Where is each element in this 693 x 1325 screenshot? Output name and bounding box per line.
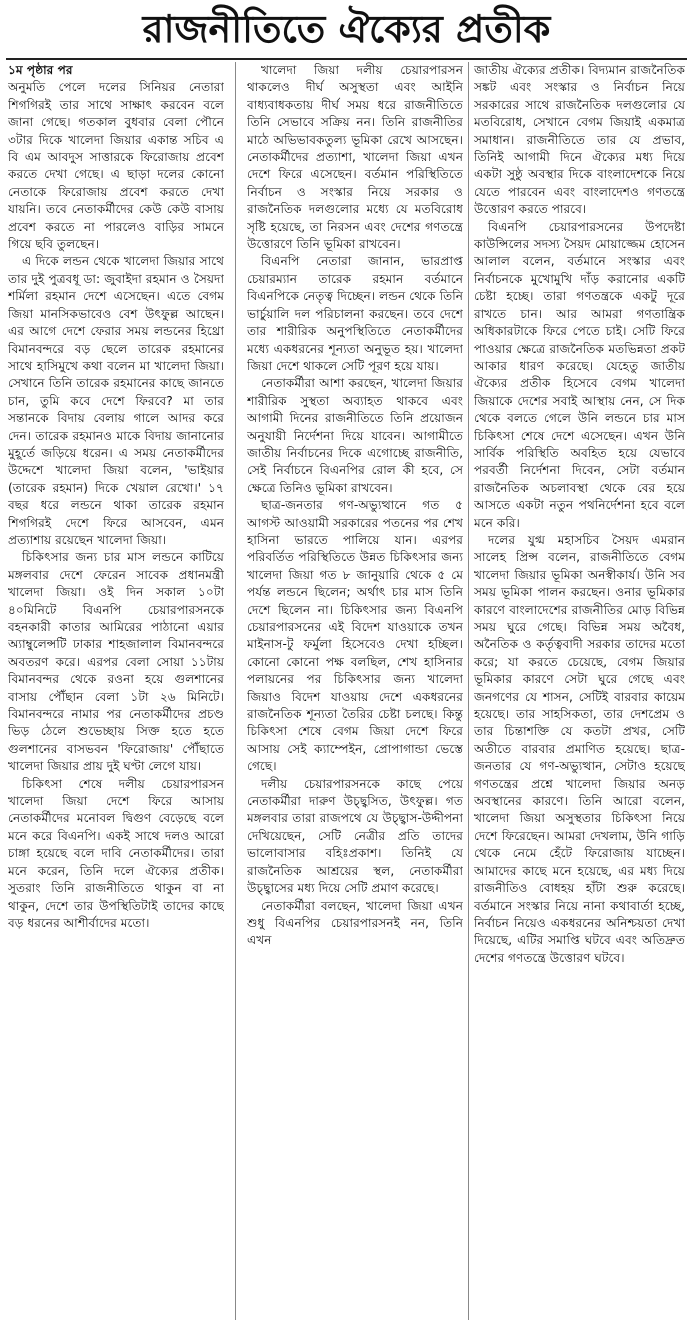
continuation-label: ১ম পৃষ্ঠার পর <box>8 63 73 77</box>
headline: রাজনীতিতে ঐক্যের প্রতীক <box>142 7 551 51</box>
paragraph: নেতাকর্মীরা আশা করছেন, খালেদা জিয়ার শারীরিক সুস্থতা অব্যাহত থাকবে এবং আগামী দিনের রাজনীতিতে তিনি প্রয়োজন অনুযায়ী নির্দেশনা দিয়ে যাবেন। আগামীতে জাতীয় নির্বাচনের দিকে এগোচ্ছে রাজনীতি, সেই নির্বাচনে বিএনপির রোল কী হবে, সে ক্ষেত্রে তিনিও ভূমিকা রাখবেন। <box>247 376 463 495</box>
paragraph: চিকিৎসা শেষে দলীয় চেয়ারপারসন খালেদা জিয়া দেশে ফিরে আসায় নেতাকর্মীদের মনোবল দ্বিগুণ বেড়েছে বলে মনে করে বিএনপি। একই সাথে দলও আরো চাঙ্গা হয়েছে বলে দাবি নেতাকর্মীদের। তারা মনে করেন, তিনি দলে ঐক্যের প্রতীক। সুতরাং তিনি রাজনীতিতে থাকুন বা না থাকুন, দেশে তার উপস্থিতিটাই তাদের কাছে বড় ধরনের আশীর্বাদের মতো। <box>8 776 224 930</box>
headline-rule <box>6 58 687 60</box>
paragraph: দলের যুগ্ম মহাসচিব সৈয়দ এমরান সালেহ প্রিন্স বলেন, রাজনীতিতে বেগম খালেদা জিয়ার ভূমিকা অনস্বীকার্য। উনি সব সময় ভূমিকা পালন করছেন। ওনার ভূমিকার কারণে বাংলাদেশের রাজনীতির মোড় বিভিন্ন সময় ঘুরে গেছে। বিভিন্ন সময় অবৈধ, অনৈতিক ও কর্তৃত্ববাদী সরকার তাদের মতো করে; যা করতে চেয়েছে, বেগম জিয়ার ভূমিকার কারণে সেটা ঘুরে গেছে এবং জনগণের যে শাসন, সেটিই বারবার কায়েম হয়েছে। তার সাহসিকতা, তার দেশপ্রেম ও তার চিন্তাশক্তি যে কতটা প্রখর, সেটি অতীতে বারবার প্রমাণিত হয়েছে। ছাত্র-জনতার যে গণ-অভ্যুত্থান, সেটাও হয়েছে গণতন্ত্রের প্রশ্নে খালেদা জিয়ার অনড় অবস্থানের কারণে। তিনি আরো বলেন, খালেদা জিয়া অসুস্থতার চিকিৎসা নিয়ে দেশে ফিরেছেন। আমরা দেখলাম, উনি গাড়ি থেকে নেমে হেঁটে ফিরোজায় যাচ্ছেন। আমাদের কাছে মনে হয়েছে, এর মধ্য দিয়ে রাজনীতিও বোধহয় হাঁটা শুরু করেছে। বর্তমানে সংস্কার নিয়ে নানা কথাবার্তা হচ্ছে, নির্বাচন নিয়েও একধরনের অনিশ্চয়তা দেখা দিয়েছে, এটির সমাপ্তি ঘটবে এবং অতিদ্রুত দেশের গণতন্ত্রে উত্তোরণ ঘটবে। <box>474 532 685 965</box>
column-divider <box>235 62 236 1320</box>
article-column-1 <box>8 62 224 1320</box>
paragraph: নেতাকর্মীরা বলছেন, খালেদা জিয়া এখন শুধু বিএনপির চেয়ারপারসনই নন, তিনি এখন <box>247 898 463 948</box>
paragraph: বিএনপি চেয়ারপারসনের উপদেষ্টা কাউন্সিলের সদস্য সৈয়দ মোয়াজ্জেম হোসেন আলাল বলেন, বর্তমানে সংস্কার এবং নির্বাচনকে মুখোমুখি দাঁড় করানোর একটি চেষ্টা হচ্ছে। তারা গণতন্ত্রকে একটু দূরে রাখতে চান। আর আমরা গণতান্ত্রিক অধিকারটাকে ফিরে পেতে চাই। সেটি ফিরে পাওয়ার ক্ষেত্রে রাজনৈতিক মতভিন্নতা প্রকট আকার ধারণ করেছে। যেহেতু জাতীয় ঐক্যের প্রতীক হিসেবে বেগম খালেদা জিয়াকে দেশের সবাই আস্থায় নেন, সে দিক থেকে বলতে গেলে উনি লন্ডনে চার মাস চিকিৎসা শেষে দেশে এসেছেন। এখন উনি সার্বিক পরিস্থিতি অবহিত হয়ে যেভাবে পরবর্তী নির্দেশনা দিবেন, সেটা বর্তমান রাজনৈতিক অচলাবস্থা থেকে বের হয়ে আসতে একটা নতুন পথনির্দেশনা হবে বলে মনে করি। <box>474 219 685 530</box>
article-column-2 <box>247 62 463 1320</box>
paragraph: চিকিৎসার জন্য চার মাস লন্ডনে কাটিয়ে মঙ্গলবার দেশে ফেরেন সাবেক প্রধানমন্ত্রী খালেদা জিয়া। ওই দিন সকাল ১০টা ৪০মিনিটে বিএনপি চেয়ারপারসনকে বহনকারী কাতার আমিরের পাঠানো এয়ার অ্যাম্বুলেন্সটি ঢাকার শাহজালাল বিমানবন্দরে অবতরণ করে। এরপর বেলা সোয়া ১১টায় বিমানবন্দর থেকে রওনা হয়ে গুলশানের বাসায় পৌঁছান বেলা ১টা ২৬ মিনিটে। বিমানবন্দরে নামার পর নেতাকর্মীদের প্রচণ্ড ভিড় ঠেলে শুভেচ্ছায় সিক্ত হতে হতে গুলশানের বাসভবন 'ফিরোজায়' পৌঁছাতে খালেদা জিয়ার প্রায় দুই ঘণ্টা লেগে যায়। <box>8 550 224 774</box>
paragraph: জাতীয় ঐক্যের প্রতীক। বিদ্যমান রাজনৈতিক সঙ্কট এবং সংস্কার ও নির্বাচন নিয়ে সরকারের সাথে রাজনৈতিক দলগুলোর যে মতবিরোধ, সেখানে বেগম জিয়াই একমাত্র সমাধান। রাজনীতিতে তার যে প্রভাব, তিনিই আগামী দিনে ঐক্যের মধ্য দিয়ে একটা সুষ্ঠু অবস্থার দিকে বাংলাদেশকে নিয়ে যেতে পারবেন এবং বাংলাদেশও গণতন্ত্রে উত্তোরণ করতে পারবে। <box>474 63 685 217</box>
paragraph: খালেদা জিয়া দলীয় চেয়ারপারসন থাকলেও দীর্ঘ অসুস্থতা এবং আইনি বাধ্যবাধকতায় দীর্ঘ সময় ধরে রাজনীতিতে তিনি সেভাবে সক্রিয় নন। তিনি রাজনীতির মাঠে অভিভাবকতুল্য ভূমিকা রেখে আসছেন। নেতাকর্মীদের প্রত্যাশা, খালেদা জিয়া এখন দেশে ফিরে এসেছেন। বর্তমান পরিস্থিতিতে নির্বাচন ও সংস্কার নিয়ে সরকার ও রাজনৈতিক দলগুলোর মধ্যে যে মতবিরোধ সৃষ্টি হয়েছে, তা নিরসন এবং দেশের গণতন্ত্রে উত্তোরণে তিনি ভূমিকা রাখবেন। <box>247 63 463 252</box>
paragraph: দলীয় চেয়ারপারসনকে কাছে পেয়ে নেতাকর্মীরা দারুণ উচ্ছ্বসিত, উৎফুল্ল। গত মঙ্গলবার তারা রাজপথে যে উচ্ছ্বাস-উদ্দীপনা দেখিয়েছেন, সেটি নেত্রীর প্রতি তাদের ভালোবাসার বহিঃপ্রকাশ। তিনিই যে রাজনৈতিক আশ্রয়ের স্থল, নেতাকর্মীরা উচ্ছ্বাসের মধ্য দিয়ে সেটি প্রমাণ করেছে। <box>247 776 463 896</box>
paragraph: বিএনপি নেতারা জানান, ভারপ্রাপ্ত চেয়ারম্যান তারেক রহমান বর্তমানে বিএনপিকে নেতৃত্ব দিচ্ছেন। লন্ডন থেকে তিনি ভার্চুয়ালি দল পরিচালনা করছেন। তবে দেশে তার শারীরিক অনুপস্থিতিতে নেতাকর্মীদের মধ্যে একধরনের শূন্যতা অনুভূত হয়। খালেদা জিয়া দেশে থাকলে সেটি পূরণ হয়ে যায়। <box>247 254 463 373</box>
paragraph: ছাত্র-জনতার গণ-অভ্যুত্থানে গত ৫ আগস্ট আওয়ামী সরকারের পতনের পর শেখ হাসিনা ভারতে পালিয়ে যান। এরপর পরিবর্তিত পরিস্থিতিতে উন্নত চিকিৎসার জন্য খালেদা জিয়া গত ৮ জানুয়ারি থেকে ৫ মে পর্যন্ত লন্ডনে ছিলেন; অর্থাৎ চার মাস তিনি দেশে ছিলেন না। চিকিৎসার জন্য বিএনপি চেয়ারপারসনের এই বিদেশ যাওয়াকে তখন মাইনাস-টু ফর্মুলা হিসেবেও দেখা হচ্ছিল। কোনো কোনো পক্ষ বলছিল, শেখ হাসিনার পলায়নের পর চিকিৎসার জন্য খালেদা জিয়াও বিদেশ যাওয়ায় দেশে একধরনের রাজনৈতিক শূন্যতা তৈরির চেষ্টা চলছে। কিন্তু চিকিৎসা শেষে বেগম জিয়া দেশে ফিরে আসায় সেই ক্যাম্পেইন, প্রোপাগান্ডা ভেস্তে গেছে। <box>247 498 463 774</box>
article-column-3 <box>474 62 685 1320</box>
paragraph: অনুমতি পেলে দলের সিনিয়র নেতারা শিগগিরই তার সাথে সাক্ষাৎ করবেন বলে জানা গেছে। গতকাল বুধবার বেলা পৌনে ৩টার দিকে খালেদা জিয়ার একান্ত সচিব এ বি এম আবদুস সাত্তারকে ফিরোজায় প্রবেশ করতে দেখা গেছে। এ ছাড়া দলের কোনো নেতাকে ফিরোজায় প্রবেশ করতে দেখা যায়নি। তবে নেতাকর্মীদের কেউ কেউ বাসায় প্রবেশ করতে না পারলেও বাড়ির সামনে গিয়ে ছবি তুলছেন। <box>8 80 224 252</box>
column-divider <box>468 62 469 1320</box>
paragraph: এ দিকে লন্ডন থেকে খালেদা জিয়ার সাথে তার দুই পুত্রবধূ ডা: জুবাইদা রহমান ও সৈয়দা শর্মিলা রহমান দেশে এসেছেন। এতে বেগম জিয়া মানসিকভাবেও বেশ উৎফুল্ল আছেন। এর আগে দেশে ফেরার সময় লন্ডনের হিথ্রো বিমানবন্দরে বড় ছেলে তারেক রহমানের সাথে হাসিমুখে কথা বলেন মা খালেদা জিয়া। সেখানে তিনি তারেক রহমানের কাছে জানতে চান, তুমি কবে দেশে ফিরবে? মা তার সন্তানকে বিদায় বেলায় গালে আদর করে দেন। তারেক রহমানও মাকে বিদায় জানানোর মুহূর্তে জড়িয়ে ধরেন। এ সময় নেতাকর্মীদের উদ্দেশে খালেদা জিয়া বলেন, 'ভাইয়ার (তারেক রহমান) দিকে খেয়াল রেখো।' ১৭ বছর ধরে লন্ডনে থাকা তারেক রহমান শিগগিরই দেশে ফিরে আসবেন, এমন প্রত্যাশায় রয়েছেন খালেদা জিয়া। <box>8 254 224 547</box>
